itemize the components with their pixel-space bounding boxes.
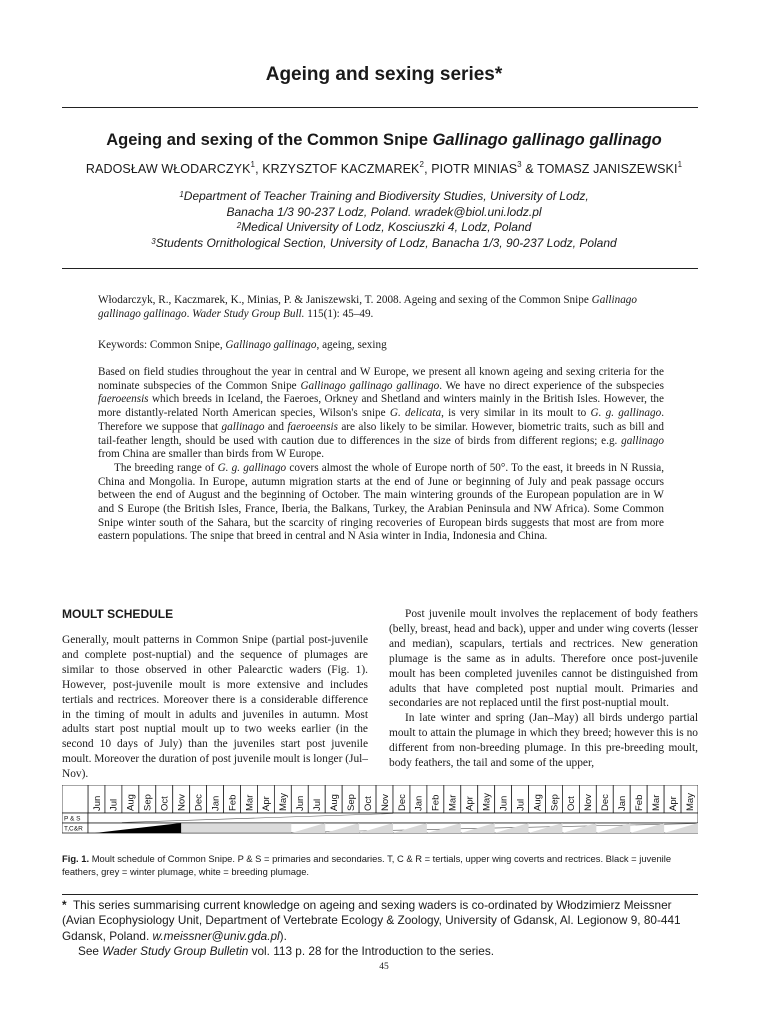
- affiliation-list: [0, 189, 768, 251]
- author-name: PIOTR MINIAS: [431, 162, 518, 176]
- body-column-left: [62, 633, 368, 782]
- abstract-text: which breeds in Iceland, the Faeroes, Orkney and Shetland and winters mainly in the British Isles. However, the more distantly-related North American species, Wilson's snipe: [98, 393, 664, 420]
- footnote-text: This series summarising current knowledge on ageing and sexing waders is co-ordinated by Włodzimierz Meissner (Avian Ecophysiology Unit, Department of Vertebrate Ecology & Zoology, University of Gdansk, Al. Legionow 9, 80-441 Gdansk, Poland.: [62, 898, 681, 943]
- month-label: Oct: [159, 796, 171, 811]
- month-label: Sep: [142, 794, 154, 811]
- abstract-text: . Therefore we suppose that: [98, 407, 664, 433]
- figure-caption-text: Moult schedule of Common Snipe. P & S = primaries and secondaries. T, C & R = tertials, upper wing coverts and rectrices. Black = juvenile feathers, grey = winter plumage, white = breeding plumage.: [62, 853, 672, 877]
- footnote-journal: Wader Study Group Bulletin: [102, 943, 249, 958]
- month-label: Jul: [312, 798, 324, 811]
- section-heading-moult: MOULT SCHEDULE: [62, 607, 174, 621]
- keywords-species: Gallinago gallinago: [225, 339, 317, 351]
- keywords-label: Keywords: Common Snipe,: [98, 339, 226, 351]
- month-label: Dec: [193, 794, 205, 811]
- figure-caption: [62, 852, 698, 878]
- citation-authors: Włodarczyk, R., Kaczmarek, K., Minias, P. & Janiszewski, T. 2008. Ageing and sexing of the Common Snipe: [98, 294, 589, 306]
- citation-journal: Wader Study Group Bull.: [192, 308, 305, 321]
- author-separator: ,: [424, 162, 432, 176]
- affiliation-mark: 3: [151, 236, 156, 246]
- moult-schedule-chart: [62, 785, 698, 837]
- taxon-name: gallinago: [221, 420, 265, 433]
- row-track: [88, 813, 698, 823]
- month-label: Feb: [430, 794, 442, 811]
- month-label: Jun: [295, 795, 307, 811]
- abstract-text: are also likely to be similar. However, biometric traits, such as bill and tail-feather length, should be used with caution due to differences in the size of birds from different regions; e.g.: [98, 420, 665, 447]
- footnote-email: w.meissner@univ.gda.pl: [152, 928, 280, 943]
- month-label: Sep: [549, 794, 561, 811]
- header-rule-top: [62, 107, 698, 108]
- author-list: [0, 162, 768, 176]
- author-name: RADOSŁAW WŁODARCZYK: [85, 162, 251, 176]
- month-label: Feb: [227, 794, 239, 811]
- month-label: Jan: [210, 795, 222, 811]
- month-label: Nov: [176, 794, 188, 811]
- footnote-paragraph-2: [62, 944, 698, 959]
- abstract-text: The breeding range of: [114, 461, 218, 474]
- month-label: Dec: [600, 794, 612, 811]
- affiliation-mark: 1: [179, 190, 184, 199]
- month-label: Nov: [583, 794, 595, 811]
- month-label: Dec: [396, 794, 408, 811]
- footnote-asterisk: *: [62, 898, 67, 912]
- body-column-right: [389, 607, 698, 771]
- abstract-text: covers almost the whole of Europe north of 50°. To the east, it breeds in N Russia, China and Mongolia. In Europe, autumn migration starts at the end of June or beginning of July and peak passage occurs between the end of August and the beginning of October. The main wintering grounds of the European population are in W and S Europe (the British Isles, France, Iberia, the Balkans, Turkey, the Arabian Peninsula and NW Africa). Some Common Snipe winter south of the Sahara, but the scarcity of ringing recoveries of European birds suggests that most are from more eastern populations. The snipe that breed in central and N Asia winter in India, Indonesia and China.: [98, 461, 665, 543]
- keywords: [98, 338, 664, 352]
- affiliation-mark: 2: [236, 221, 242, 230]
- taxon-name: faeroeensis: [287, 420, 338, 433]
- affiliation-line: [0, 220, 768, 236]
- footnote: [62, 898, 698, 959]
- row-label: T,C&R: [64, 825, 83, 833]
- author-affiliation-mark: 2: [419, 160, 425, 169]
- month-label: Apr: [261, 796, 273, 811]
- citation-species: Gallinago gallinago gallinago: [98, 294, 637, 321]
- author-name: KRZYSZTOF KACZMAREK: [262, 162, 420, 176]
- month-label: May: [684, 793, 696, 811]
- abstract-text: . We have no direct experience of the subspecies: [439, 379, 664, 392]
- abstract-text: Based on field studies throughout the year in central and W Europe, we present all known ageing and sexing criteria for the nominate subspecies of the Common Snipe: [98, 366, 664, 392]
- month-label: Mar: [447, 794, 459, 811]
- moult-band-winter: [181, 823, 291, 833]
- body-paragraph: In late winter and spring (Jan–May) all birds undergo partial moult to attain the plumage in which they breed; however this is no different from non-breeding plumage. In this pre-breeding moult, body feathers, the tail and some of the upper,: [389, 712, 698, 770]
- abstract-text: , is very similar in its moult to: [441, 407, 591, 420]
- author-affiliation-mark: 1: [250, 160, 256, 169]
- affiliation-text: Department of Teacher Training and Biodiversity Studies, University of Lodz,: [183, 189, 589, 203]
- abstract-text: and: [264, 420, 288, 433]
- author-affiliation-mark: 3: [517, 160, 522, 169]
- body-paragraph: Generally, moult patterns in Common Snipe (partial post-juvenile and complete post-nuptial) and the sequence of plumages are similar to those observed in other Palearctic waders (Fig. 1). However, post-juvenile moult is more extensive and includes tertials and rectrices. Moreover there is a considerable difference in the timing of moult in adults and juveniles in autumn. Most adults start post nuptial moult up to two weeks earlier (in the second 10 days of July) than the juveniles start post juvenile moult. Moreover the duration of post juvenile moult is longer (Jul–Nov).: [62, 634, 368, 781]
- taxon-name: G. g. gallinago: [217, 461, 287, 474]
- abstract: [98, 366, 664, 544]
- month-label: Jul: [108, 798, 120, 811]
- series-title: Ageing and sexing series*: [265, 64, 503, 85]
- month-label: Apr: [464, 796, 476, 811]
- footnote-text-end: ).: [279, 928, 287, 943]
- affiliation-line: [0, 236, 768, 252]
- footnote-see-end: vol. 113 p. 28 for the Introduction to the series.: [248, 943, 494, 958]
- month-label: Jan: [617, 795, 629, 811]
- taxon-name: G. delicata: [389, 407, 442, 420]
- author-name: TOMASZ JANISZEWSKI: [537, 162, 678, 176]
- figure-label: Fig. 1.: [62, 853, 90, 864]
- article-title-species: Gallinago gallinago gallinago: [432, 131, 662, 149]
- affiliation-text: Students Ornithological Section, University of Lodz, Banacha 1/3, 90-237 Lodz, Poland: [155, 235, 617, 250]
- month-label: Jun: [498, 795, 510, 811]
- footnote-rule: [62, 894, 698, 895]
- body-paragraph: Post juvenile moult involves the replacement of body feathers (belly, breast, head and back), upper and under wing coverts (lesser and median), scapulars, tertials and rectrices. New generation plumage is the same as in adults. Therefore once post-juvenile moult has been completed juveniles cannot be distinguished from adults that have completed post nuptial moult. Primaries and secondaries are not replaced until the first post-nuptial moult.: [389, 608, 698, 710]
- abstract-text: from China are smaller than birds from W Europe.: [98, 448, 325, 461]
- article-title-main: Ageing and sexing of the Common Snipe: [106, 131, 433, 149]
- month-label: Jun: [91, 795, 103, 811]
- abstract-paragraph-1: [98, 366, 664, 462]
- month-label: Aug: [328, 794, 340, 811]
- footnote-paragraph-1: [62, 898, 698, 944]
- affiliation-line: [0, 189, 768, 205]
- month-label: May: [481, 793, 493, 811]
- header-corner-cell: [62, 785, 88, 813]
- citation-volume: 115(1): 45–49.: [304, 308, 374, 321]
- abstract-paragraph-2: [98, 462, 664, 544]
- month-label: Oct: [362, 796, 374, 811]
- month-label: Feb: [633, 794, 645, 811]
- month-label: May: [278, 793, 290, 811]
- affiliation-text: Banacha 1/3 90-237 Lodz, Poland. wradek@biol.uni.lodz.pl: [226, 204, 542, 219]
- month-label: Aug: [125, 794, 137, 811]
- affiliation-line: [0, 205, 768, 221]
- citation: Włodarczyk, R., Kaczmarek, K., Minias, P. & Janiszewski, T. 2008. Ageing and sexing of the Common Snipe Gallinago gallinago gallinago. Wader Study Group Bull. 115(1): 45–49.: [98, 294, 637, 321]
- month-label: Nov: [379, 794, 391, 811]
- footnote-see: See: [78, 943, 103, 958]
- month-label: Aug: [532, 794, 544, 811]
- month-label: Mar: [650, 794, 662, 811]
- taxon-name: faeroeensis: [98, 393, 149, 406]
- article-title: [0, 131, 768, 150]
- page-number: 45: [379, 962, 389, 972]
- affiliation-text: Medical University of Lodz, Kosciuszki 4, Lodz, Poland: [241, 220, 532, 234]
- month-label: Jan: [413, 795, 425, 811]
- taxon-name: G. g. gallinago: [590, 407, 662, 420]
- header-rule-bottom: [62, 268, 698, 269]
- taxon-name: gallinago: [621, 434, 664, 447]
- author-affiliation-mark: 1: [677, 160, 683, 169]
- taxon-name: Gallinago gallinago gallinago: [300, 379, 440, 392]
- month-label: Oct: [566, 796, 578, 811]
- author-separator: &: [521, 162, 538, 176]
- month-label: Jul: [515, 798, 527, 811]
- row-label: P & S: [64, 815, 81, 823]
- author-separator: ,: [255, 162, 263, 176]
- keywords-rest: , ageing, sexing: [316, 339, 387, 351]
- month-label: Mar: [244, 794, 256, 811]
- month-label: Sep: [345, 794, 357, 811]
- month-label: Apr: [667, 796, 679, 811]
